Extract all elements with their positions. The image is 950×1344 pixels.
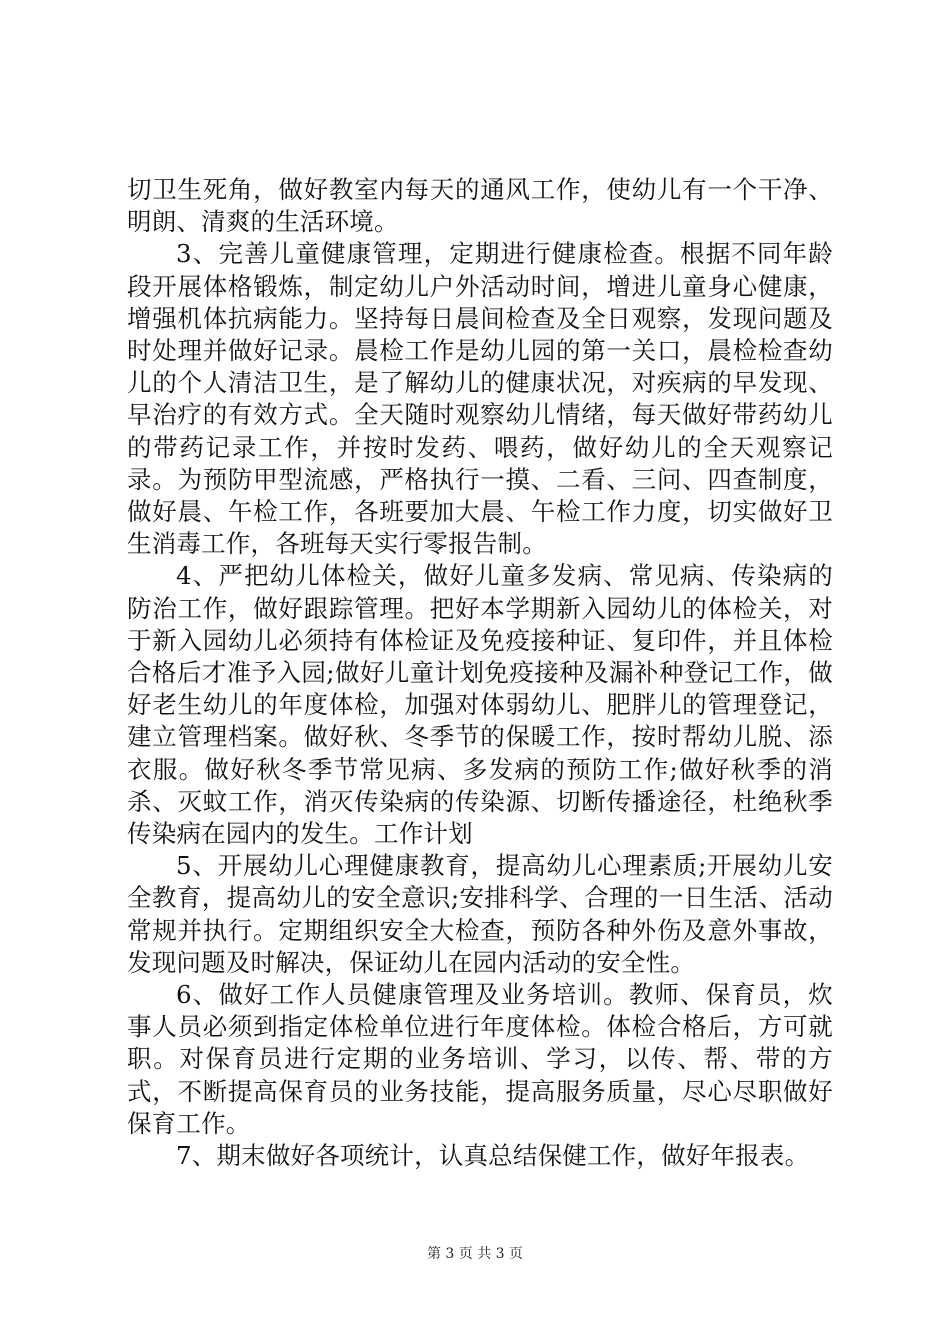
paragraph-item-5: 5、开展幼儿心理健康教育，提高幼儿心理素质;开展幼儿安全教育，提高幼儿的安全意识;安排科学、合理的一日生活、活动常规并执行。定期组织安全大检查，预防各种外伤及意外事故，发现问题及时解决，保证幼儿在园内活动的安全性。 bbox=[127, 851, 833, 977]
paragraph-item-3: 3、完善儿童健康管理，定期进行健康检查。根据不同年龄段开展体格锻炼，制定幼儿户外活动时间，增进儿童身心健康，增强机体抗病能力。坚持每日晨间检查及全日观察，发现问题及时处理并做好记录。晨检工作是幼儿园的第一关口，晨检检查幼儿的个人清洁卫生，是了解幼儿的健康状况，对疾病的早发现、早治疗的有效方式。全天随时观察幼儿情绪，每天做好带药幼儿的带药记录工作，并按时发药、喂药，做好幼儿的全天观察记录。为预防甲型流感，严格执行一摸、二看、三问、四查制度，做好晨、午检工作，各班要加大晨、午检工作力度，切实做好卫生消毒工作，各班每天实行零报告制。 bbox=[127, 239, 833, 559]
document-body bbox=[127, 174, 833, 1172]
page-number-label: 第 3 页 共 3 页 bbox=[426, 1246, 524, 1262]
paragraph-item-6: 6、做好工作人员健康管理及业务培训。教师、保育员，炊事人员必须到指定体检单位进行年度体检。体检合格后，方可就职。对保育员进行定期的业务培训、学习，以传、帮、带的方式，不断提高保育员的业务技能，提高服务质量，尽心尽职做好保育工作。 bbox=[127, 980, 833, 1138]
paragraph-continued: 切卫生死角，做好教室内每天的通风工作，使幼儿有一个干净、明朗、清爽的生活环境。 bbox=[127, 175, 833, 237]
paragraph-item-7: 7、期末做好各项统计，认真总结保健工作，做好年报表。 bbox=[176, 1141, 810, 1171]
paragraph-item-4: 4、严把幼儿体检关，做好儿童多发病、常见病、传染病的防治工作，做好跟踪管理。把好本学期新入园幼儿的体检关，对于新入园幼儿必须持有体检证及免疫接种证、复印件，并且体检合格后才准予入园;做好儿童计划免疫接种及漏补种登记工作，做好老生幼儿的年度体检，加强对体弱幼儿、肥胖儿的管理登记，建立管理档案。做好秋、冬季节的保暖工作，按时帮幼儿脱、添衣服。做好秋冬季节常见病、多发病的预防工作;做好秋季的消杀、灭蚊工作，消灭传染病的传染源、切断传播途径，杜绝秋季传染病在园内的发生。工作计划 bbox=[127, 561, 833, 849]
page-footer bbox=[0, 1244, 950, 1264]
